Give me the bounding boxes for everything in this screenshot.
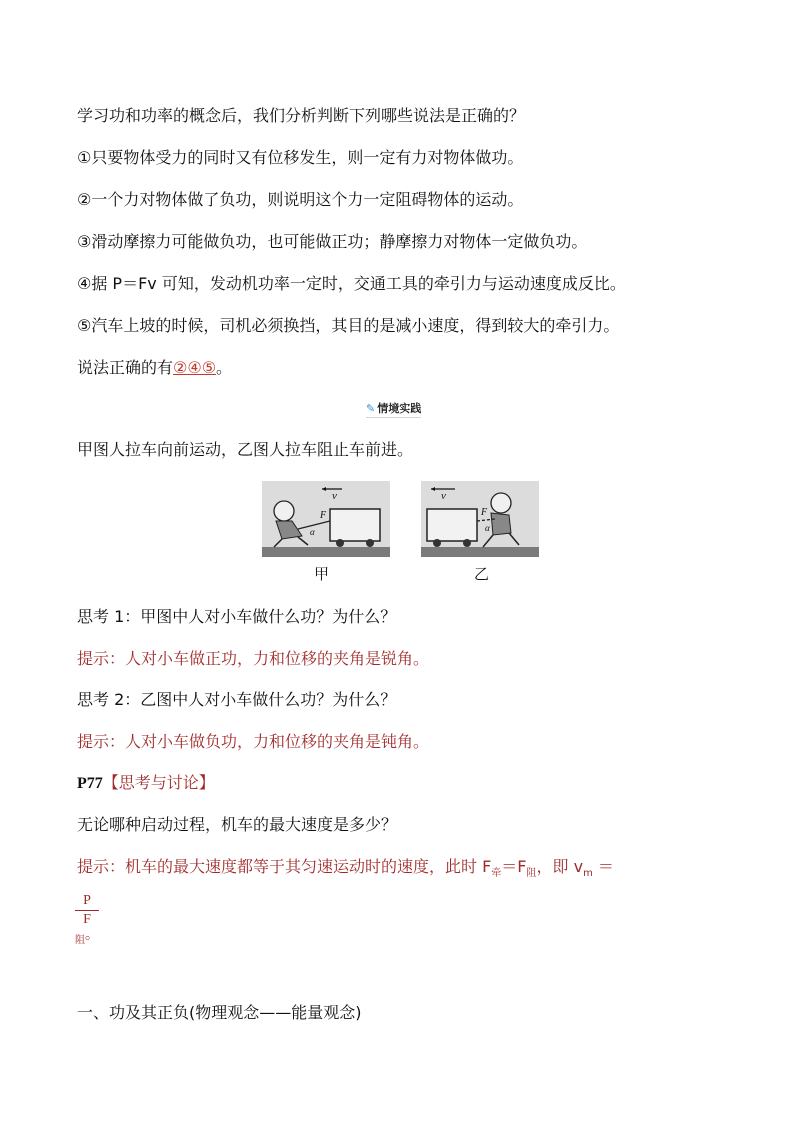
pen-icon: ✎	[366, 402, 376, 415]
p77-ref: P77	[77, 775, 103, 792]
intro-text: 学习功和功率的概念后，我们分析判断下列哪些说法是正确的？	[77, 106, 526, 125]
answer-prefix: 说法正确的有	[77, 358, 174, 377]
p77-heading	[77, 772, 215, 795]
statement-2: ②一个力对物体做了负功，则说明这个力一定阻碍物体的运动。	[77, 190, 524, 209]
statement-3: ③滑动摩擦力可能做负功，也可能做正功；静摩擦力对物体一定做负功。	[77, 232, 588, 251]
jia-f-label: F	[320, 510, 327, 521]
yi-f-label: F	[481, 507, 488, 518]
answer-line	[77, 357, 232, 379]
answer-value: ②④⑤	[173, 358, 217, 377]
section-badge-label: 情境实践	[377, 402, 422, 415]
think1-answer: 提示：人对小车做正功，力和位移的夹角是锐角。	[77, 649, 430, 668]
jia-v-label: v	[332, 490, 337, 502]
figure-jia	[262, 481, 390, 557]
think1-question: 思考 1：甲图中人对小车做什么功？为什么？	[77, 607, 397, 626]
answer-suffix: 。	[216, 358, 233, 377]
think2-answer: 提示：人对小车做负功，力和位移的夹角是钝角。	[77, 732, 430, 751]
caption-yi: 乙	[474, 565, 490, 583]
discussion-answer: 提示：机车的最大速度都等于其匀速运动时的速度，此时 $F_牵=F_阻$，即 $v_m$ ＝	[77, 857, 614, 880]
p77-title: 【思考与讨论】	[102, 773, 215, 792]
fraction-denominator: $F_阻$。	[75, 912, 99, 946]
statement-5: ⑤汽车上坡的时候，司机必须换挡，其目的是减小速度，得到较大的牵引力。	[77, 316, 620, 335]
yi-alpha-label: α	[485, 523, 490, 533]
vm-fraction	[75, 893, 99, 949]
section-badge	[366, 400, 421, 418]
discussion-question: 无论哪种启动过程，机车的最大速度是多少？	[77, 815, 398, 834]
caption-jia: 甲	[314, 565, 330, 583]
scenario-text: 甲图人拉车向前运动，乙图人拉车阻止车前进。	[77, 440, 414, 459]
statement-1: ①只要物体受力的同时又有位移发生，则一定有力对物体做功。	[77, 148, 524, 167]
statement-4: ④据 P＝Fv 可知，发动机功率一定时，交通工具的牵引力与运动速度成反比。	[77, 274, 626, 293]
section-heading: 一、功及其正负(物理观念——能量观念)	[77, 1003, 362, 1022]
fraction-bar	[75, 910, 99, 911]
figure-yi	[421, 481, 539, 557]
fraction-numerator: P	[83, 893, 91, 908]
jia-alpha-label: α	[310, 527, 315, 537]
think2-question: 思考 2：乙图中人对小车做什么功？为什么？	[77, 690, 397, 709]
yi-v-label: v	[441, 490, 446, 502]
